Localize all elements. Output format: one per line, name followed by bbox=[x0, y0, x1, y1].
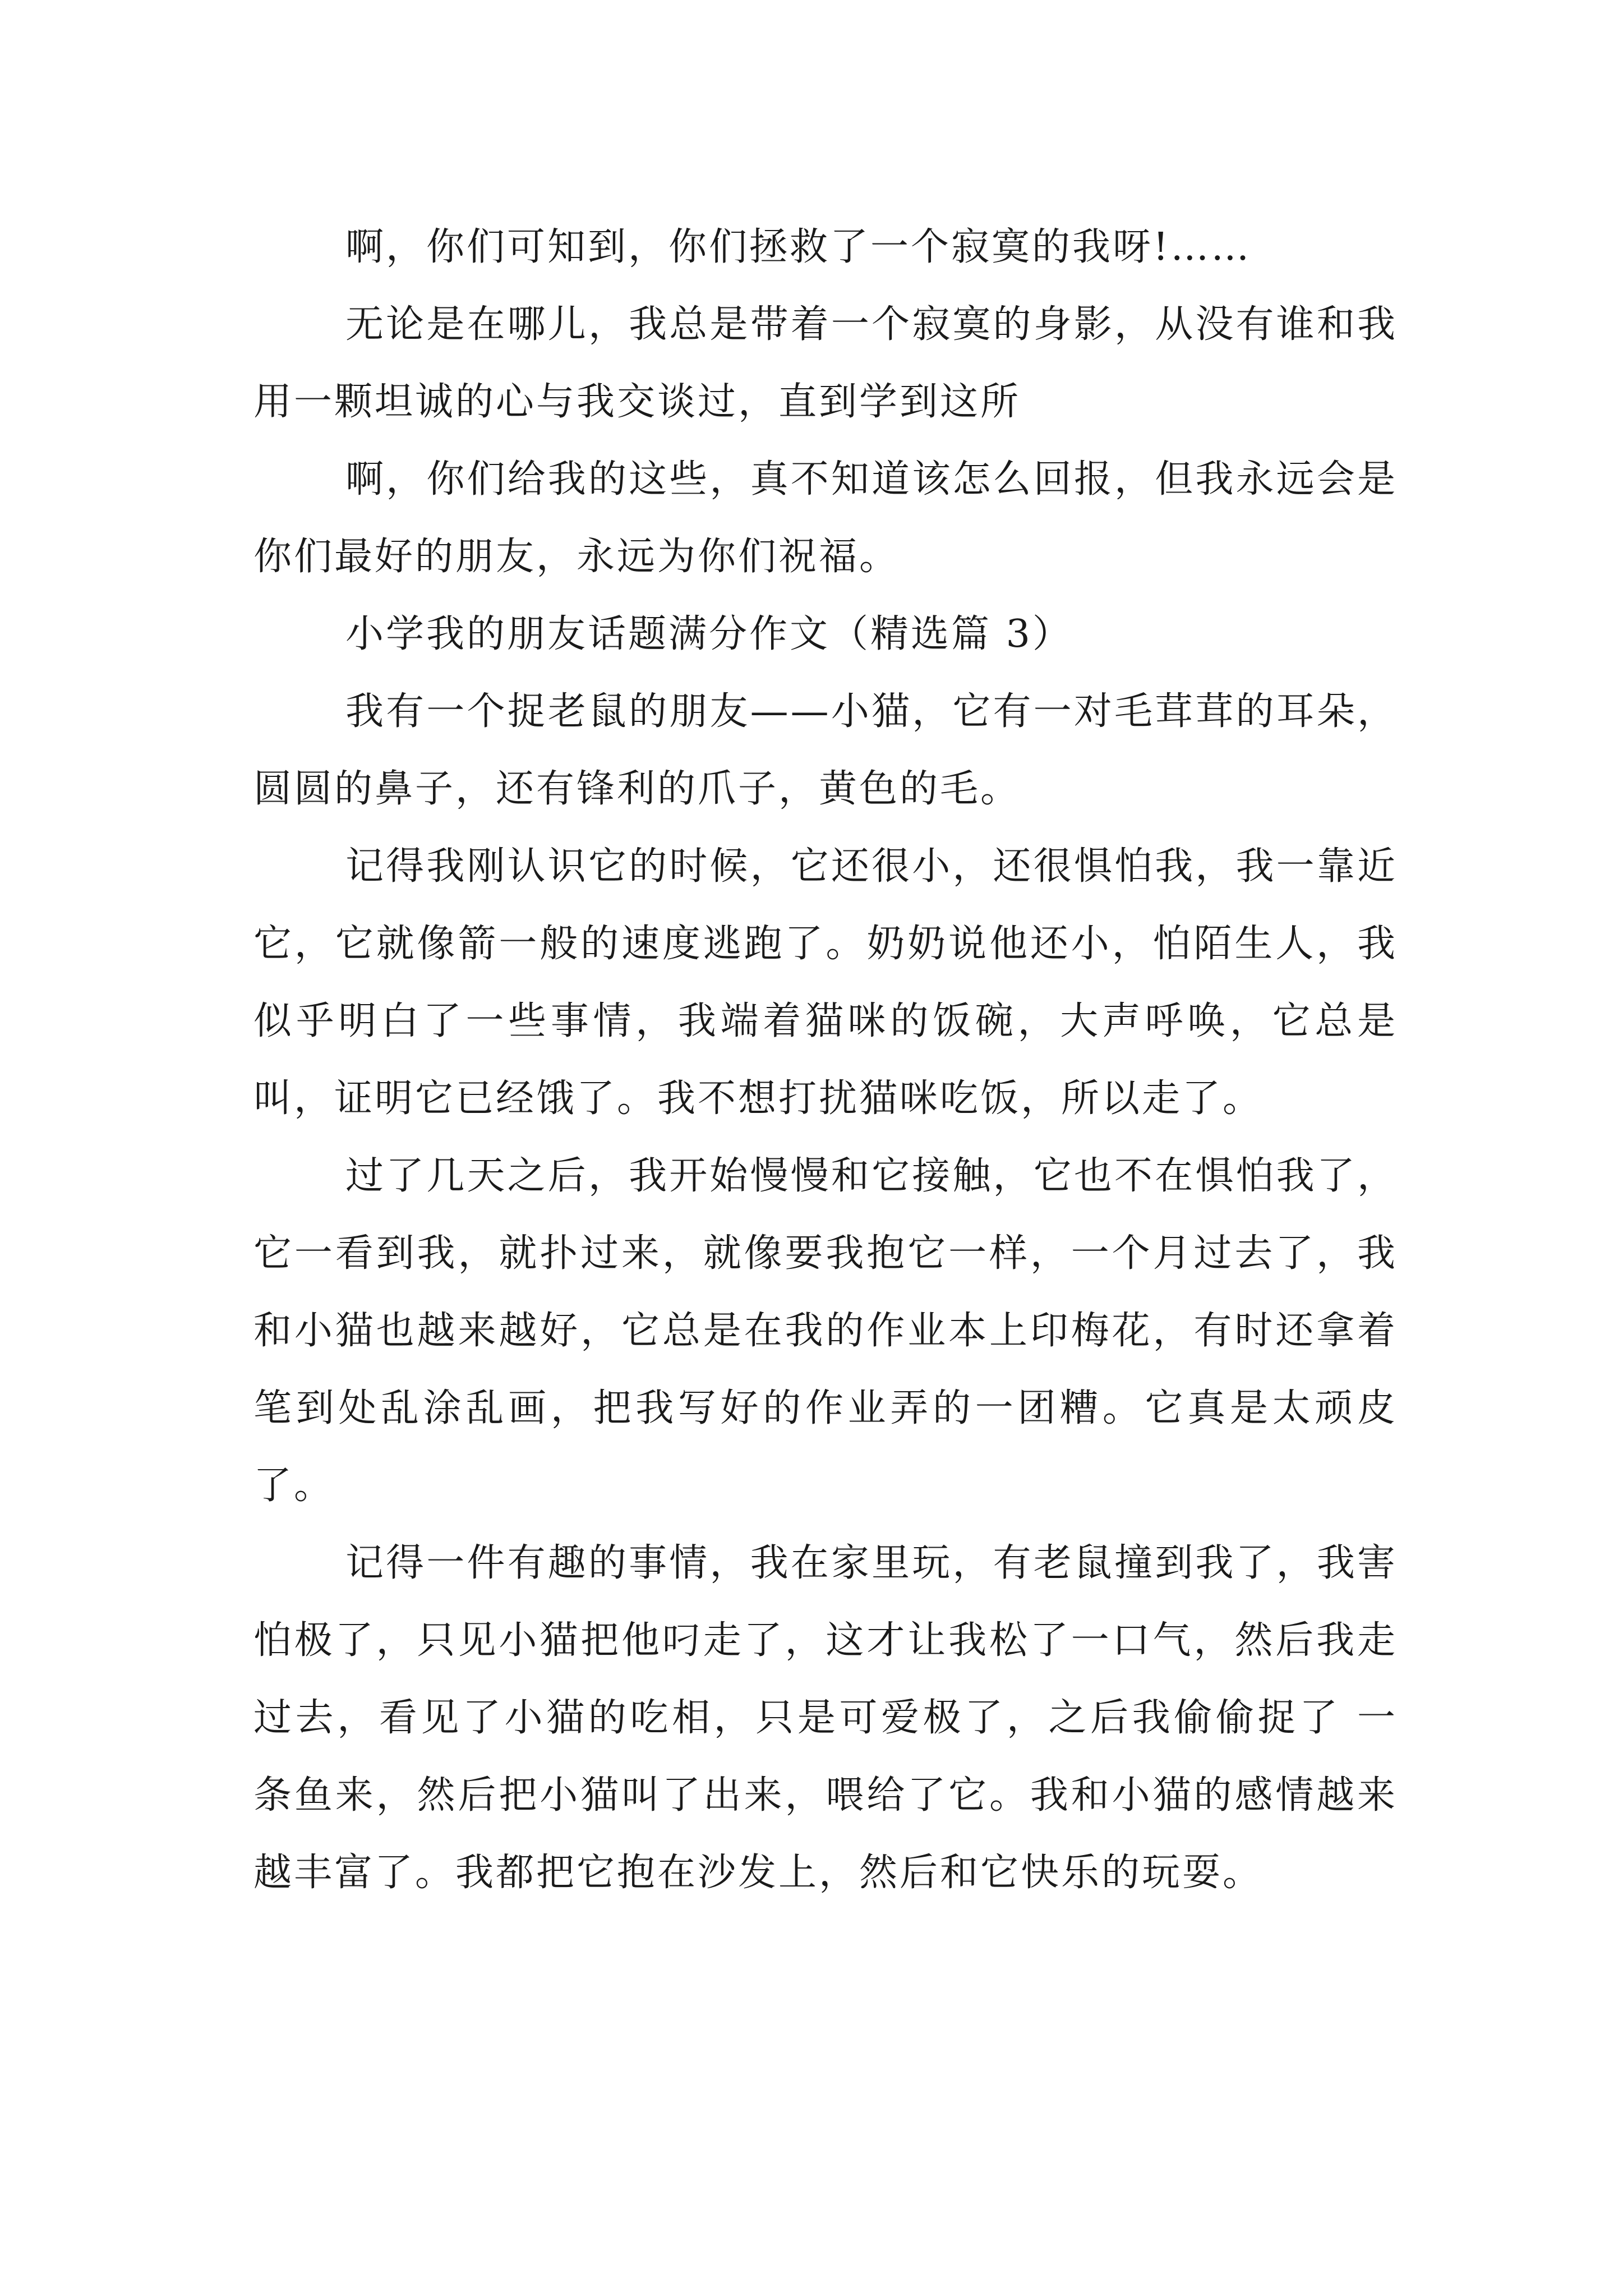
paragraph-6: 过了几天之后，我开始慢慢和它接触，它也不在惧怕我了，它一看到我，就扑过来，就像要我抱它一样，一个月过去了，我和小猫也越来越好，它总是在我的作业本上印梅花，有时还拿着笔到处乱涂乱画，把我写好的作业弄的一团糟。它真是太顽皮了。 bbox=[253, 1154, 1398, 1508]
paragraph-1: 啊，你们可知到，你们拯救了一个寂寞的我呀!…… bbox=[345, 225, 1252, 269]
document-body bbox=[253, 209, 1398, 1912]
paragraph-2: 无论是在哪儿，我总是带着一个寂寞的身影，从没有谁和我用一颗坦诚的心与我交谈过，直到学到这所 bbox=[253, 302, 1398, 424]
paragraph-4: 我有一个捉老鼠的朋友——小猫，它有一对毛茸茸的耳朵，圆圆的鼻子，还有锋利的爪子，黄色的毛。 bbox=[253, 689, 1398, 811]
paragraph-3: 啊，你们给我的这些，真不知道该怎么回报，但我永远会是你们最好的朋友，永远为你们祝福。 bbox=[253, 457, 1398, 579]
paragraph-5: 记得我刚认识它的时候，它还很小，还很惧怕我，我一靠近它，它就像箭一般的速度逃跑了。奶奶说他还小，怕陌生人，我似乎明白了一些事情，我端着猫咪的饭碗，大声呼唤，它总是叫，证明它已经饿了。我不想打扰猫咪吃饭，所以走了。 bbox=[253, 844, 1398, 1121]
section-heading: 小学我的朋友话题满分作文（精选篇 3） bbox=[345, 612, 1073, 656]
paragraph-7: 记得一件有趣的事情，我在家里玩，有老鼠撞到我了，我害怕极了，只见小猫把他叼走了，这才让我松了一口气，然后我走过去，看见了小猫的吃相，只是可爱极了，之后我偷偷捉了 一条鱼来，然后把小猫叫了出来，喂给了它。我和小猫的感情越来越丰富了。我都把它抱在沙发上，然后和它快乐的玩耍。 bbox=[253, 1541, 1398, 1895]
